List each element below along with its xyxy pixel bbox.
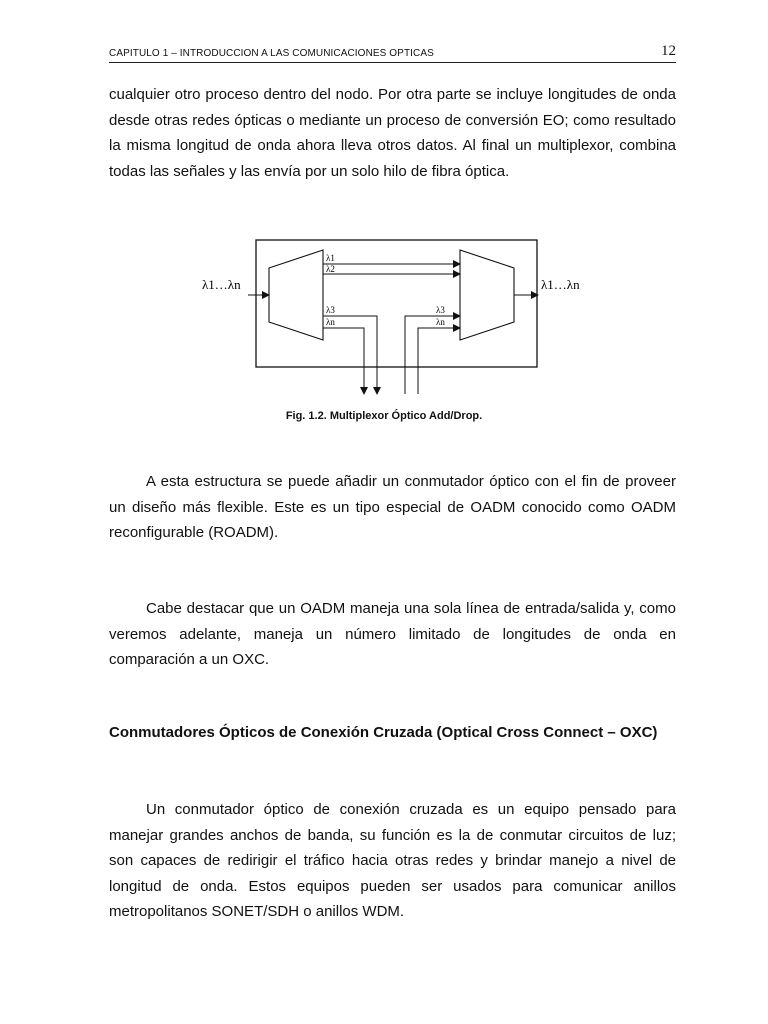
multiplexer	[460, 250, 514, 340]
page-header	[109, 42, 676, 63]
figure-caption: Fig. 1.2. Multiplexor Óptico Add/Drop.	[285, 410, 483, 422]
through-label-2: λ2	[326, 264, 335, 274]
paragraph-3: Cabe destacar que un OADM maneja una sola línea de entrada/salida y, como veremos adelante, maneja un número limitado de longitudes de onda en comparación a un OXC.	[109, 600, 676, 668]
add-label-2: λn	[436, 317, 445, 327]
oadm-diagram	[190, 228, 600, 408]
drop-line-2	[323, 328, 364, 394]
paragraph-2: A esta estructura se puede añadir un conmutador óptico con el fin de proveer un diseño más flexible. Este es un tipo especial de OADM conocido como OADM reconfigurable (ROADM).	[109, 473, 676, 541]
demultiplexer	[269, 250, 323, 340]
drop-label-1: λ3	[326, 305, 335, 315]
add-label-1: λ3	[436, 305, 445, 315]
add-line-2	[418, 328, 460, 394]
output-label: λ1…λn	[541, 277, 580, 292]
oadm-figure	[190, 228, 600, 408]
chapter-title: CAPITULO 1 – INTRODUCCION A LAS COMUNICACIONES OPTICAS	[109, 48, 434, 59]
page-number: 12	[661, 43, 676, 59]
node-box	[256, 240, 537, 367]
through-label-1: λ1	[326, 253, 335, 263]
drop-label-2: λn	[326, 317, 335, 327]
section-heading: Conmutadores Ópticos de Conexión Cruzada (Optical Cross Connect – OXC)	[109, 724, 658, 741]
input-label: λ1…λn	[202, 277, 241, 292]
paragraph-1: cualquier otro proceso dentro del nodo. Por otra parte se incluye longitudes de onda desde otras redes ópticas o mediante un proceso de conversión EO; como resultado la misma longitud de onda ahora lleva otros datos. Al final un multiplexor, combina todas las señales y las envía por un solo hilo de fibra óptica.	[109, 86, 676, 180]
paragraph-4: Un conmutador óptico de conexión cruzada es un equipo pensado para manejar grandes anchos de banda, su función es la de conmutar circuitos de luz; son capaces de redirigir el tráfico hacia otras redes y brindar manejo a nivel de longitud de onda. Estos equipos pueden ser usados para comunicar anillos metropolitanos SONET/SDH o anillos WDM.	[109, 801, 676, 920]
